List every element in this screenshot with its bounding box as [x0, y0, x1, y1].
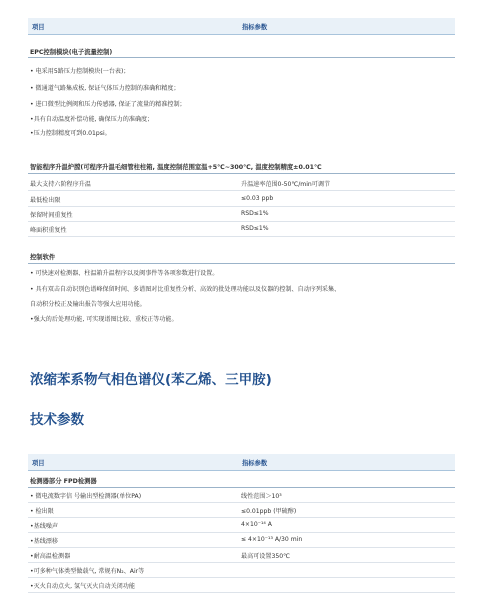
list-item: • 电采用5路压力控制模块(一台表)；	[30, 68, 130, 75]
row-item: 峰面积重复性	[30, 227, 67, 234]
row-value: 升温速率范围0-50℃/min可调节	[241, 181, 331, 188]
table-row	[28, 533, 455, 548]
row-value: RSD≤1%	[241, 225, 269, 232]
section-heading: 技术参数	[30, 412, 84, 428]
table-row	[28, 563, 455, 578]
list-item: •强大的后处理功能, 可实现谱图比较、重校正等功能。	[30, 316, 178, 323]
software-section-title: 控制软件	[30, 254, 56, 261]
row-item: 保留时间重复性	[30, 212, 73, 219]
table-row	[28, 222, 455, 237]
list-item: • 微通道气路集成板, 保证气体压力控制的准确和精度；	[30, 85, 180, 92]
row-value: ≤ 4×10⁻¹³ A/30 min	[241, 536, 303, 543]
table-row	[28, 176, 455, 191]
list-item: 自动积分校正及输出报告等强大应用功能。	[30, 301, 146, 308]
row-item: •耐高温检测器	[30, 553, 71, 560]
product-title: 浓缩苯系物气相色谱仪(苯乙烯、三甲胺)	[30, 372, 272, 388]
table-row	[28, 503, 455, 518]
table-row	[28, 488, 455, 503]
list-item: •具有自动温度补偿功能, 确保压力的准确度；	[30, 116, 154, 123]
list-item: • 具有双击自动识别色谱峰保留时间、多谱图对比重复性分析、高效的批处理功能以及仪器的控制、自动序列采集、	[30, 286, 341, 293]
row-item: •基线噪声	[30, 523, 58, 530]
row-value: 线性范围＞10³	[241, 493, 282, 500]
table-row	[28, 192, 455, 207]
divider	[28, 173, 455, 174]
table-row	[28, 548, 455, 563]
row-item: • 检出限	[30, 508, 54, 515]
row-value: ≤0.01ppb (甲硫醇)	[241, 508, 297, 515]
divider	[28, 263, 455, 264]
fpd-section-title: 检测器部分 FPD检测器	[30, 478, 97, 485]
header-spec: 指标参数	[242, 24, 268, 31]
row-item: •基线漂移	[30, 538, 58, 545]
row-item: 最大支持六阶程序升温	[30, 181, 91, 188]
list-item: •压力控制精度可到0.01psi。	[30, 130, 111, 137]
table-row	[28, 207, 455, 222]
row-value: 4×10⁻¹⁴ A	[241, 521, 272, 528]
row-item: •可多种气体类型做载气, 常规有N₂、Air等	[30, 568, 145, 575]
header-spec: 指标参数	[242, 460, 268, 467]
table-row	[28, 518, 455, 533]
header-item: 项目	[32, 460, 45, 467]
row-value: 最高可设置350℃	[241, 553, 290, 560]
row-item: • 微电流数字信 号输出型检测器(单位PA)	[30, 493, 142, 500]
row-value: ≤0.03 ppb	[241, 195, 274, 202]
row-value: RSD≤1%	[241, 210, 269, 217]
epc-section-title: EPC控制模块(电子流量控制)	[30, 49, 113, 56]
header-item: 项目	[32, 24, 45, 31]
list-item: • 进口微型比例阀和压力传感器, 保证了流量的精准控制；	[30, 101, 186, 108]
row-item: •灭火自动点火, 氢气灭火自动关闭功能	[30, 583, 135, 590]
table-row	[28, 578, 455, 593]
divider	[28, 57, 455, 58]
row-item: 最低检出限	[30, 197, 61, 204]
list-item: • 可快速对检测器、柱温箱升温程序以及阀事件等各项参数进行设置。	[30, 270, 219, 277]
table-header	[28, 454, 455, 471]
table-header	[28, 18, 455, 35]
oven-section-title: 智能程序升温炉膛(可程序升温毛细管柱柱箱, 温度控制范围室温+5℃~300℃, 温度控制精度±0.01℃	[30, 164, 322, 171]
